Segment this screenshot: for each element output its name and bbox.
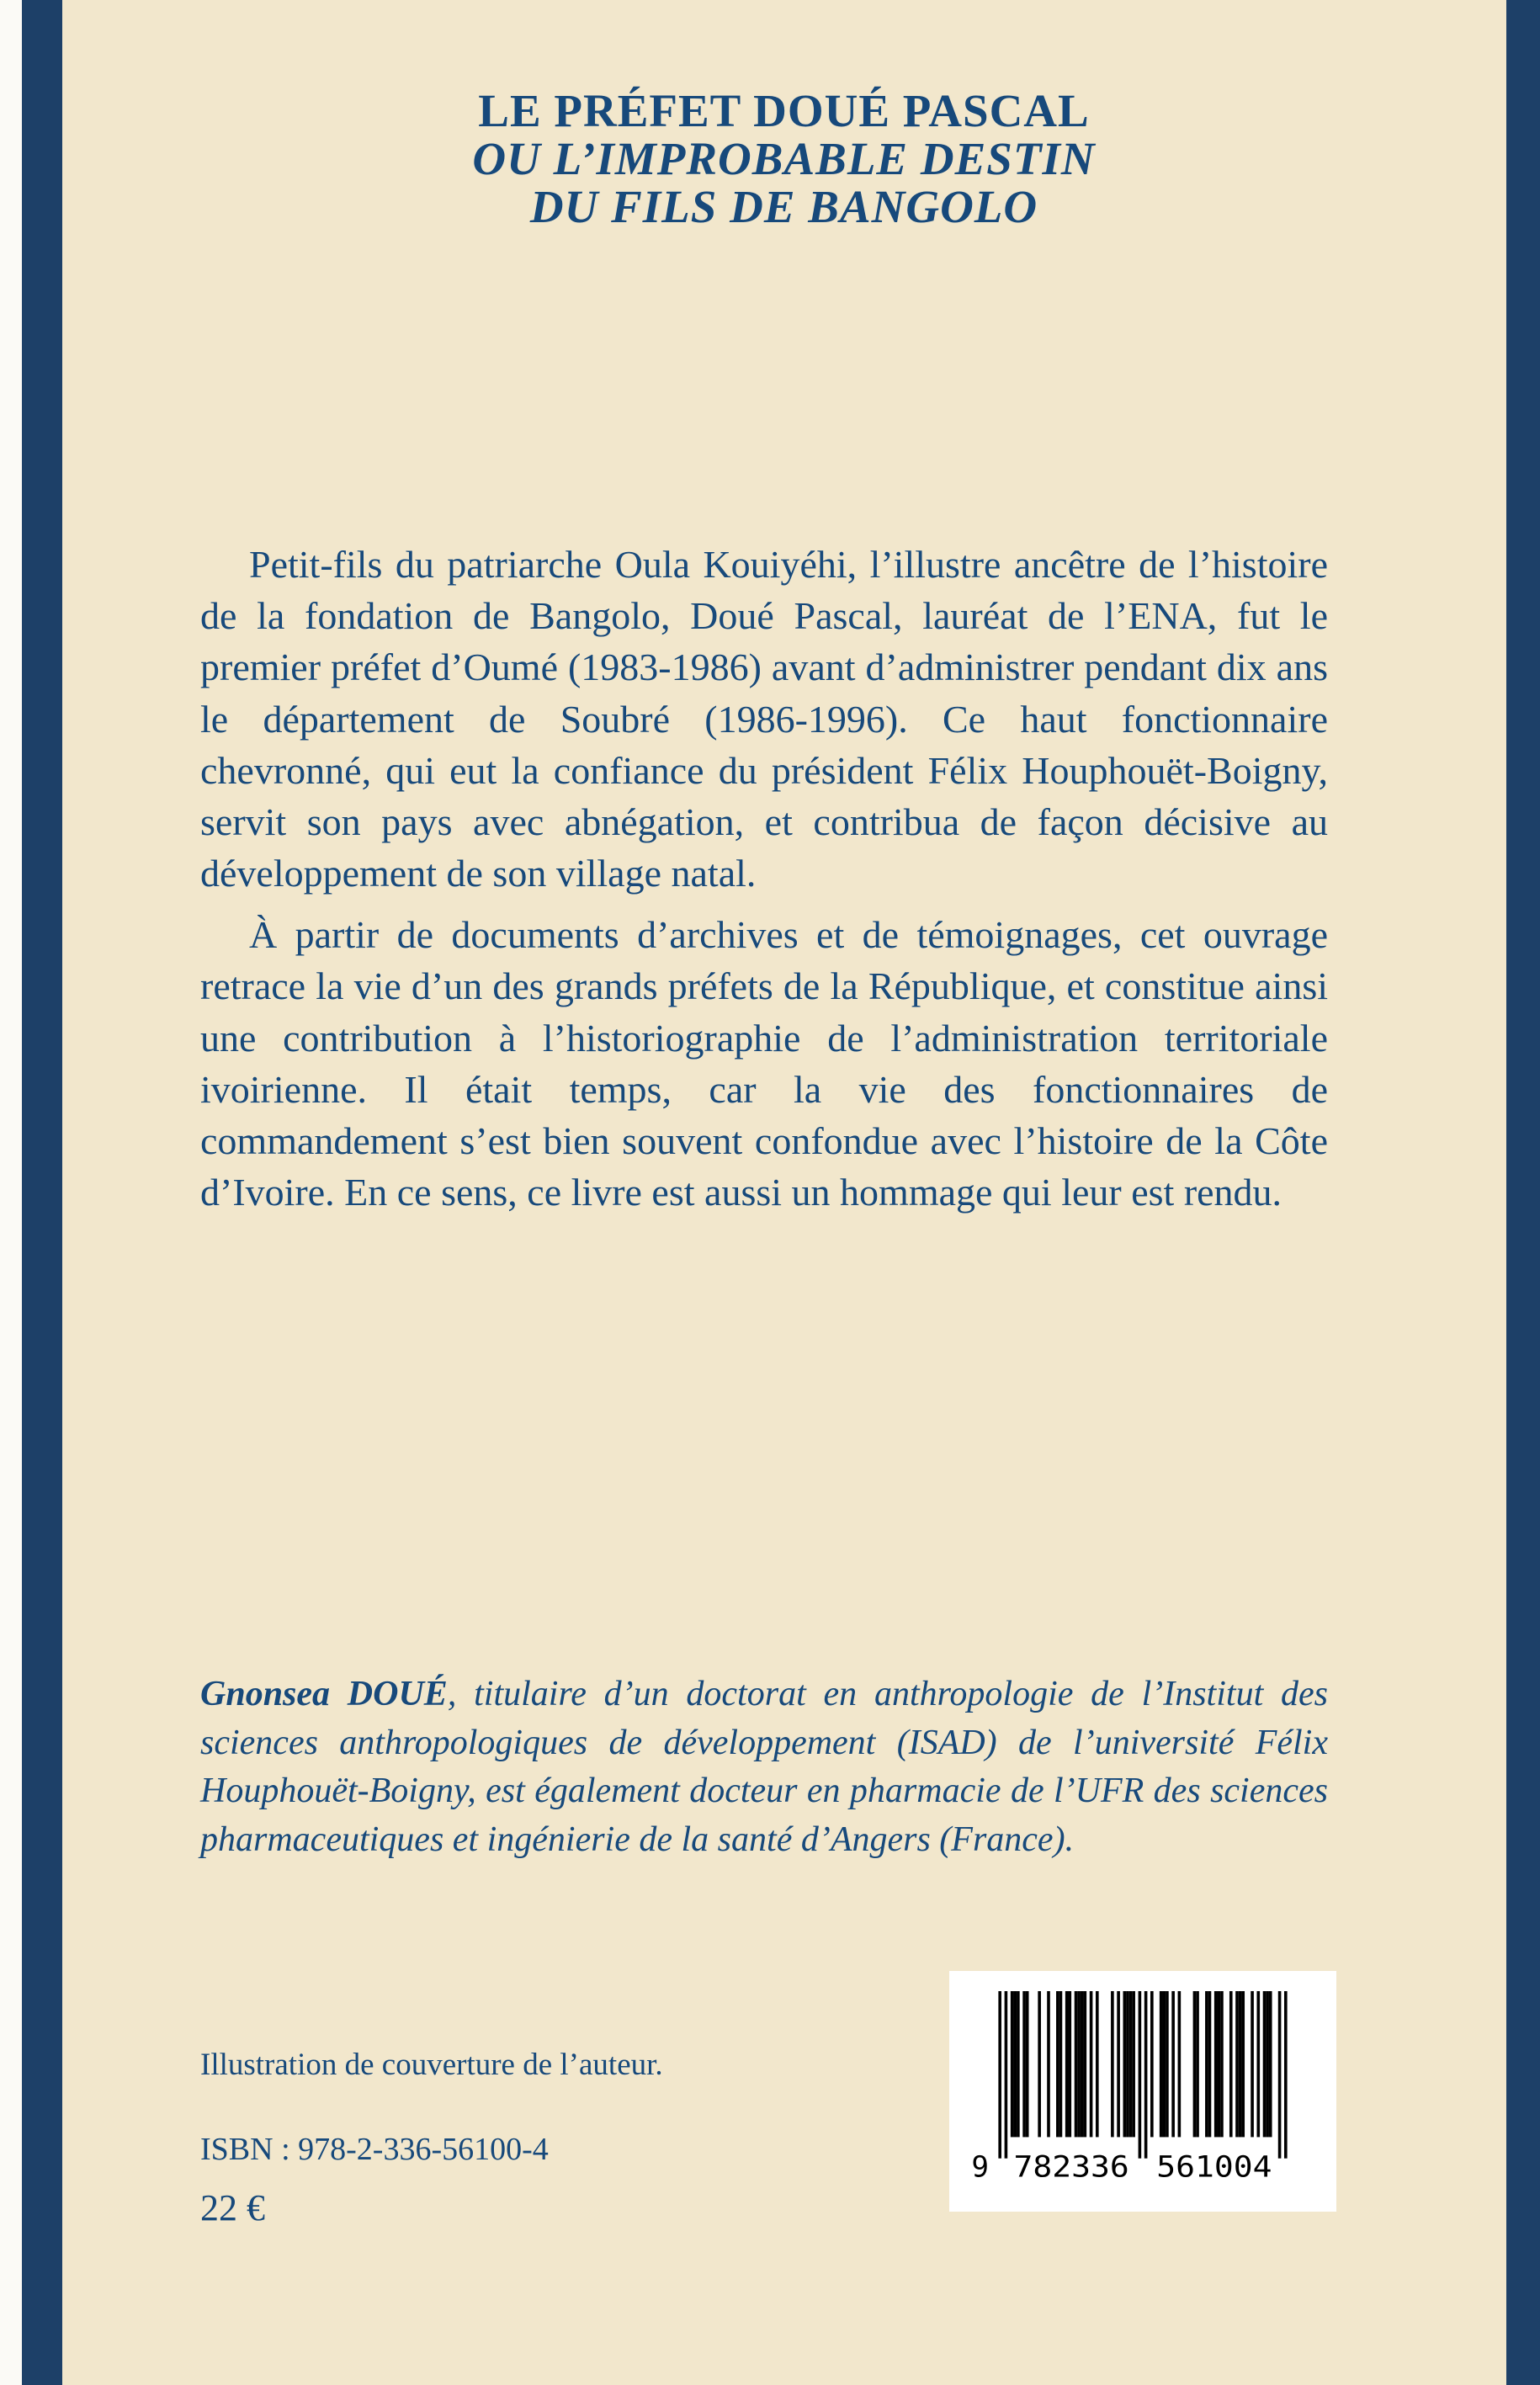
book-title (63, 84, 1505, 233)
author-bio-text: , titulaire d’un doctorat en anthropologie de l’Institut des sciences anthropologiques de développement (ISAD) de l’université Félix Houphouët-Boigny, est également docteur en pharmacie de l’UFR des sciences pharmaceutiques et ingénierie de la santé d’Angers (France). (200, 1675, 1328, 1859)
barcode-digits-left: 782336 (1013, 2150, 1129, 2180)
author-bio (200, 1671, 1328, 1864)
author-name: Gnonsea DOUÉ (200, 1675, 448, 1713)
isbn-text: ISBN : 978-2-336-56100-4 (200, 2132, 549, 2167)
ean13-barcode (968, 1991, 1318, 2180)
barcode-digit-first: 9 (971, 2150, 990, 2180)
right-edge-bar (1506, 0, 1540, 2385)
book-title-line1: LE PRÉFET DOUÉ PASCAL (478, 84, 1090, 136)
synopsis (200, 539, 1328, 1218)
price-text: 22 € (200, 2187, 265, 2228)
barcode-panel (949, 1971, 1336, 2212)
book-title-line3: DU FILS DE BANGOLO (529, 181, 1038, 233)
scan-margin-left (0, 0, 22, 2385)
synopsis-paragraph-1: Petit-fils du patriarche Oula Kouiyéhi, l’illustre ancêtre de l’histoire de la fondation de Bangolo, Doué Pascal, lauréat de l’ENA, fut le premier préfet d’Oumé (1983-1986) avant d’administrer pendant dix ans le département de Soubré (1986-1996). Ce haut fonctionnaire chevronné, qui eut la confiance du président Félix Houphouët-Boigny, servit son pays avec abnégation, et contribua de façon décisive au développement de son village natal. (200, 543, 1328, 895)
barcode-digits-right: 561004 (1156, 2150, 1272, 2180)
book-title-line2: OU L’IMPROBABLE DESTIN (472, 133, 1096, 185)
illustration-credit: Illustration de couverture de l’auteur. (200, 2048, 663, 2082)
left-spine-bar (22, 0, 62, 2385)
synopsis-paragraph-2: À partir de documents d’archives et de témoignages, cet ouvrage retrace la vie d’un des grands préfets de la République, et constitue ainsi une contribution à l’historiographie de l’administration territoriale ivoirienne. Il était temps, car la vie des fonctionnaires de commandement s’est bien souvent confondue avec l’histoire de la Côte d’Ivoire. En ce sens, ce livre est aussi un hommage qui leur est rendu. (200, 913, 1328, 1214)
